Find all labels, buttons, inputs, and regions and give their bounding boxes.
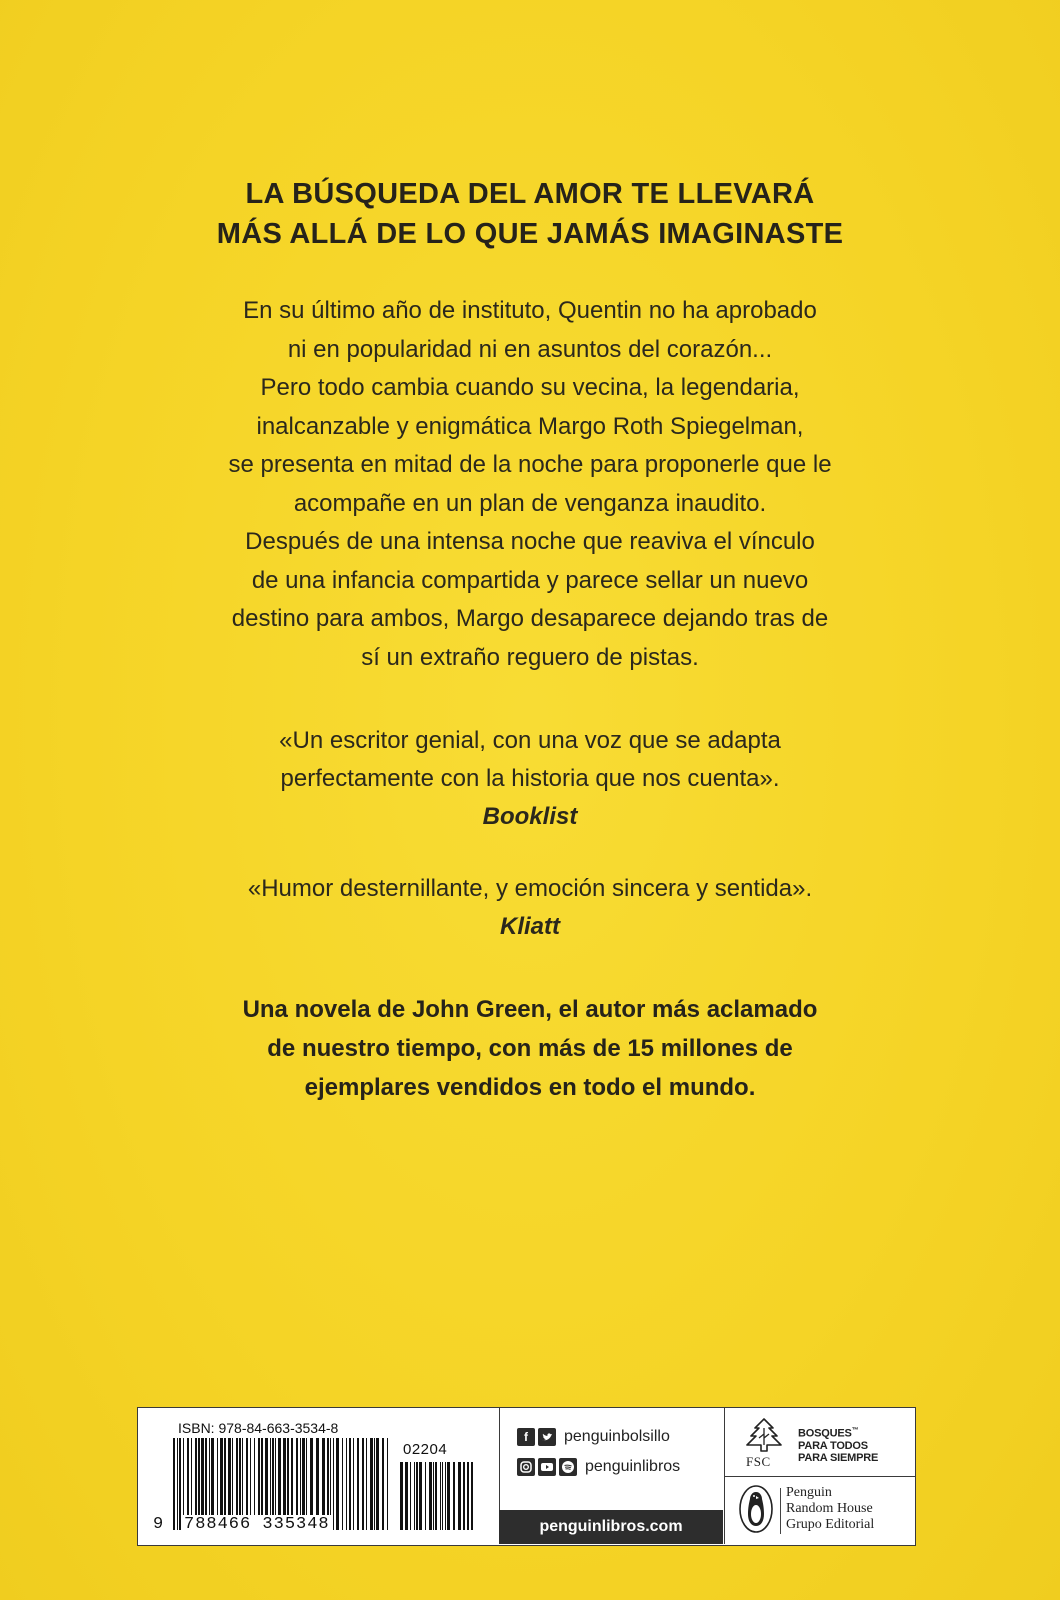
synopsis-line: se presenta en mitad de la noche para proponerle que le	[228, 451, 832, 478]
headline	[0, 174, 1060, 254]
author-blurb-line: de nuestro tiempo, con más de 15 millones de	[267, 1035, 793, 1062]
review-quote-booklist	[0, 722, 1060, 836]
synopsis	[0, 292, 1060, 677]
facebook-icon[interactable]: f	[517, 1428, 535, 1446]
penguin-logo-icon	[738, 1484, 774, 1534]
synopsis-line: inalcanzable y enigmática Margo Roth Spiegelman,	[256, 412, 804, 440]
publisher-line-2: Random House	[786, 1501, 873, 1516]
review-quote-kliatt	[0, 870, 1060, 946]
synopsis-line: Después de una intensa noche que reaviva el vínculo	[245, 528, 815, 555]
barcode-panel	[138, 1408, 500, 1544]
synopsis-line: acompañe en un plan de venganza inaudito.	[293, 489, 767, 517]
publisher-line-3: Grupo Editorial	[786, 1517, 875, 1532]
publisher-name	[786, 1485, 874, 1533]
social-handle[interactable]: penguinlibros	[585, 1458, 681, 1475]
isbn-label: ISBN: 978-84-663-3534-8	[178, 1420, 339, 1436]
barcode-prefix-digit: 9	[153, 1515, 164, 1534]
headline-line-1: LA BÚSQUEDA DEL AMOR TE LLEVARÁ	[245, 178, 815, 210]
synopsis-line: de una infancia compartida y parece sellar un nuevo	[251, 566, 809, 594]
fsc-slogan	[798, 1425, 878, 1464]
author-blurb	[0, 990, 1060, 1107]
synopsis-line: ni en popularidad ni en asuntos del corazón...	[287, 335, 773, 363]
social-row-libros	[517, 1458, 680, 1476]
synopsis-line: sí un extraño reguero de pistas.	[361, 643, 699, 671]
publisher-divider	[780, 1488, 781, 1534]
instagram-icon[interactable]	[517, 1458, 535, 1476]
social-handle[interactable]: penguinbolsillo	[564, 1428, 670, 1445]
website-link[interactable]: penguinlibros.com	[499, 1510, 723, 1544]
social-row-bolsillo	[517, 1428, 670, 1446]
fsc-tree-icon	[742, 1416, 786, 1454]
spotify-icon[interactable]	[559, 1458, 577, 1476]
synopsis-line: En su último año de instituto, Quentin no ha aprobado	[243, 297, 817, 324]
fsc-slogan-line-2: PARA TODOS	[798, 1439, 868, 1452]
publisher-info-box	[137, 1407, 916, 1546]
headline-line-2: MÁS ALLÁ DE LO QUE JAMÁS IMAGINASTE	[216, 218, 844, 250]
publisher-line-1: Penguin	[786, 1485, 832, 1500]
fsc-label: FSC	[746, 1454, 771, 1469]
author-blurb-line: Una novela de John Green, el autor más aclamado	[242, 996, 818, 1023]
fsc-slogan-line-3: PARA SIEMPRE	[798, 1451, 879, 1464]
fsc-slogan-line-1: BOSQUES	[798, 1427, 852, 1440]
synopsis-line: Pero todo cambia cuando su vecina, la legendaria,	[260, 374, 800, 401]
synopsis-line: destino para ambos, Margo desaparece dejando tras de	[231, 605, 829, 632]
quote-line: «Un escritor genial, con una voz que se adapta	[279, 727, 781, 754]
quote-line: perfectamente con la historia que nos cuenta».	[280, 765, 780, 792]
youtube-icon[interactable]	[538, 1458, 556, 1476]
addon-barcode-icon	[400, 1462, 474, 1530]
social-panel	[499, 1408, 725, 1544]
quote-source: Booklist	[482, 803, 578, 830]
quote-source: Kliatt	[500, 913, 560, 940]
author-blurb-line: ejemplares vendidos en todo el mundo.	[304, 1074, 756, 1101]
quote-line: «Humor desternillante, y emoción sincera y sentida».	[247, 875, 813, 902]
barcode-addon-code: 02204	[403, 1441, 448, 1458]
fsc-block	[724, 1408, 915, 1477]
barcode-digits: 788466 335348	[184, 1515, 330, 1534]
trademark-mark: ™	[851, 1427, 859, 1434]
certification-panel	[724, 1408, 915, 1544]
twitter-icon[interactable]	[538, 1428, 556, 1446]
